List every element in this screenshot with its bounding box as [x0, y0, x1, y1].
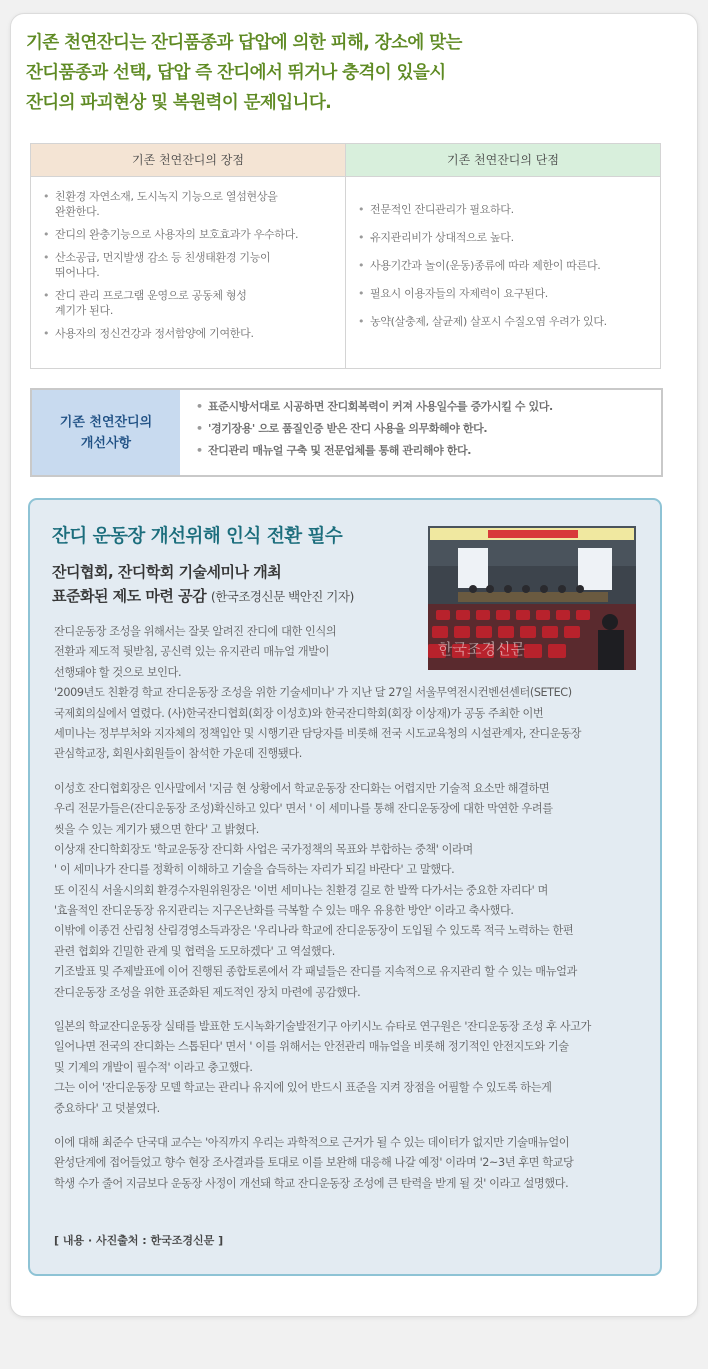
pros-item-line: • 사용자의 정신건강과 정서함양에 기여한다. — [55, 327, 254, 340]
news-body-line: 일본의 학교잔디운동장 실태를 발표한 도시녹화기술발전기구 아키시노 슈타로 연구원은 '잔디운동장 조성 후 사고가 — [54, 1020, 591, 1034]
improvement-label-line: 기존 천연잔디의 — [59, 414, 153, 430]
pros-header: 기존 천연잔디의 장점 — [31, 144, 345, 177]
news-body-line: 완성단계에 접어들었고 향수 현장 조사결과를 토대로 이를 보완해 대응해 나갈 예정' 이라며 '2~3년 후면 학교당 — [54, 1156, 574, 1170]
news-subtitle-line: 표준화된 제도 마련 공감 — [52, 587, 207, 605]
news-body-line: 중요하다' 고 덧붙였다. — [54, 1101, 160, 1115]
news-body-line: 씻을 수 있는 계기가 됐으면 한다' 고 밝혔다. — [54, 822, 259, 836]
intro-line: 잔디의 파괴현상 및 복원력이 문제입니다. — [26, 93, 332, 113]
pros-item-line: • 친환경 자연소재, 도시녹지 기능으로 열섬현상을 — [55, 190, 278, 203]
news-subtitle-line: 잔디협회, 잔디학회 기술세미나 개최 — [52, 563, 282, 581]
improvement-box — [30, 388, 663, 477]
improvement-item: • 표준시방서대로 시공하면 잔디회복력이 커져 사용일수를 증가시킬 수 있다. — [194, 400, 654, 414]
news-body-line: 잔디운동장 조성을 위한 표준화된 제도적인 장치 마련에 공감했다. — [54, 985, 361, 999]
news-body — [54, 622, 648, 1194]
news-body-line: 이에 대해 최준수 단국대 교수는 '아직까지 우리는 과학적으로 근거가 될 수 있는 데이터가 없지만 기술매뉴얼이 — [54, 1135, 570, 1149]
cons-column — [346, 144, 660, 368]
improvement-item: • '경기장용' 으로 품질인증 받은 잔디 사용을 의무화해야 한다. — [194, 422, 654, 436]
news-body-line: 이성호 잔디협회장은 인사말에서 '지금 현 상황에서 학교운동장 잔디화는 어렵지만 기술적 요소만 해결하면 — [54, 781, 550, 795]
news-body-line: 이밖에 이종건 산림청 산림경영소득과장은 '우리나라 학교에 잔디운동장이 도입될 수 있도록 적극 노력하는 한편 — [54, 924, 574, 938]
cons-list — [358, 202, 650, 342]
news-body-line: '2009년도 친환경 학교 잔디운동장 조성을 위한 기술세미나' 가 지난 달 27일 서울무역전시컨벤션센터(SETEC) — [54, 686, 572, 700]
news-body-line: 잔디운동장 조성을 위해서는 잘못 알려진 잔디에 대한 인식의 — [54, 625, 337, 638]
news-body-line: ' 이 세미나가 잔디를 정확히 이해하고 기술을 습득하는 자리가 되길 바란다' 고 말했다. — [54, 863, 455, 877]
pros-list — [43, 189, 335, 349]
paragraph-gap — [54, 1003, 648, 1017]
improvement-label — [32, 390, 180, 475]
pros-item-line: 계기가 된다. — [55, 304, 114, 317]
pros-item — [43, 189, 335, 219]
news-body-line: 우리 전문가들은(잔디운동장 조성)확신하고 있다' 면서 ' 이 세미나를 통해 잔디운동장에 대한 막연한 우려를 — [54, 802, 553, 816]
news-body-line: 전환과 제도적 뒷받침, 공신력 있는 유지관리 매뉴얼 개발이 — [54, 645, 330, 659]
photo-watermark: 한국조경신문 — [438, 640, 525, 658]
news-body-line: 및 기계의 개발이 필수적' 이라고 충고했다. — [54, 1060, 253, 1074]
news-body-line: 선행돼야 할 것으로 보인다. — [54, 665, 182, 679]
cons-item: • 사용기간과 놀이(운동)종류에 따라 제한이 따른다. — [358, 258, 650, 273]
news-author: (한국조경신문 백안진 기자) — [210, 589, 354, 604]
pros-item-line: • 산소공급, 먼지발생 감소 등 친생태환경 기능이 — [55, 251, 271, 264]
cons-item: • 필요시 이용자들의 자제력이 요구된다. — [358, 286, 650, 301]
intro-line: 기존 천연잔디는 잔디품종과 답압에 의한 피해, 장소에 맞는 — [26, 33, 462, 53]
paragraph-gap — [54, 765, 648, 779]
news-body-line: 국제회의실에서 열렸다. (사)한국잔디협회(회장 이성호)와 한국잔디학회(회장 이상재)가 공동 주최한 이번 — [54, 706, 544, 720]
news-body-line: '효율적인 잔디운동장 유지관리는 지구온난화를 극복할 수 있는 매우 유용한 방안' 이라고 축사했다. — [54, 904, 514, 918]
news-article — [28, 498, 662, 1276]
pros-item — [43, 250, 335, 280]
news-title: 잔디 운동장 개선위해 인식 전환 필수 — [52, 526, 343, 547]
news-body-line: 이상재 잔디학회장도 '학교운동장 잔디화 사업은 국가정책의 목표와 부합하는 중책' 이라며 — [54, 842, 473, 856]
news-body-line: 그는 이어 '잔디운동장 모델 학교는 관리나 유지에 있어 반드시 표준을 지켜 장점을 어필할 수 있도록 하는게 — [54, 1081, 552, 1095]
paragraph-gap — [54, 1119, 648, 1133]
news-body-line: 기조발표 및 주제발표에 이어 진행된 종합토론에서 각 패널들은 잔디를 지속적으로 유지관리 할 수 있는 매뉴얼과 — [54, 965, 577, 979]
pros-cons-table — [30, 143, 661, 369]
pros-item-line: 뛰어나다. — [55, 266, 100, 279]
pros-item — [43, 227, 335, 242]
pros-item — [43, 288, 335, 318]
news-body-line: 관심학교장, 회원사회원들이 참석한 가운데 진행됐다. — [54, 747, 302, 761]
pros-item-line: 완환한다. — [55, 205, 100, 218]
news-body-line: 관련 협회와 긴밀한 관계 및 협력을 도모하겠다' 고 역설했다. — [54, 944, 335, 958]
improvement-label-line: 개선사항 — [80, 435, 132, 451]
improvement-item: • 잔디관리 매뉴얼 구축 및 전문업체를 통해 관리해야 한다. — [194, 444, 654, 458]
cons-header: 기존 천연잔디의 단점 — [346, 144, 660, 177]
cons-item: • 전문적인 잔디관리가 필요하다. — [358, 202, 650, 217]
cons-item: • 농약(살충제, 살균제) 살포시 수질오염 우려가 있다. — [358, 314, 650, 329]
intro-heading — [26, 28, 666, 118]
news-body-line: 세미나는 정부부처와 지자체의 정책입안 및 시행기관 담당자를 비롯해 전국 시도교육청의 시설관계자, 잔디운동장 — [54, 726, 582, 740]
intro-line: 잔디품종과 선택, 답압 즉 잔디에서 뛰거나 충격이 있을시 — [26, 63, 446, 83]
news-subtitle — [52, 560, 354, 609]
pros-item-line: • 잔디의 완충기능으로 사용자의 보호효과가 우수하다. — [55, 228, 299, 241]
news-body-line: 또 이진식 서울시의회 환경수자원위원장은 '이번 세미나는 친환경 길로 한 발짝 다가서는 중요한 자리다' 며 — [54, 883, 548, 897]
cons-item: • 유지관리비가 상대적으로 높다. — [358, 230, 650, 245]
pros-column — [31, 144, 346, 368]
news-source: [ 내용 · 사진출처 : 한국조경신문 ] — [54, 1234, 224, 1247]
news-body-line: 학생 수가 줄어 지금보다 운동장 사정이 개선돼 학교 잔디운동장 조성에 큰 탄력을 받게 될 것' 이라고 설명했다. — [54, 1176, 569, 1190]
improvement-list — [194, 400, 654, 466]
news-body-line: 일어나면 전국의 잔디화는 스톱된다' 면서 ' 이를 위해서는 안전관리 매뉴얼을 비롯해 정기적인 안전지도와 기술 — [54, 1040, 569, 1054]
pros-item-line: • 잔디 관리 프로그램 운영으로 공동체 형성 — [55, 289, 247, 302]
pros-item — [43, 326, 335, 341]
